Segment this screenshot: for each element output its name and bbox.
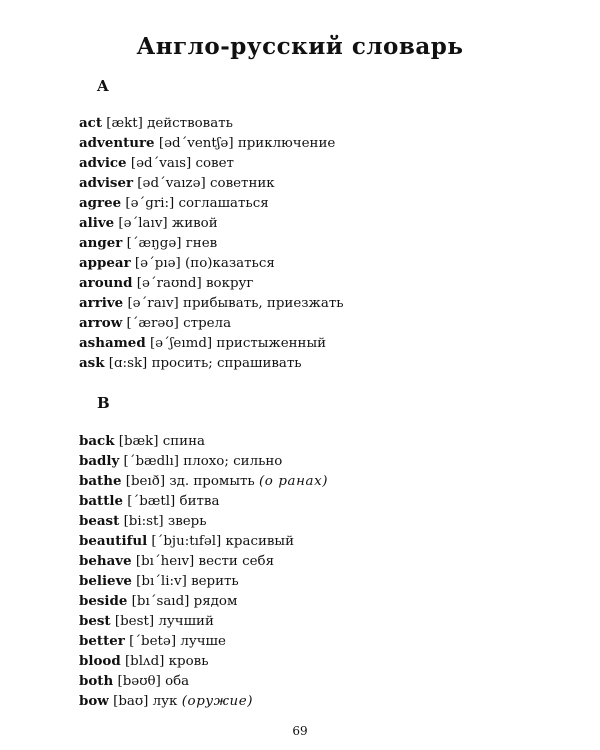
entry-word: bow xyxy=(79,693,109,709)
entry-word: beast xyxy=(79,513,120,529)
entry-word: bathe xyxy=(79,473,122,489)
dictionary-entry xyxy=(79,511,328,531)
entry-note: (о ранах) xyxy=(258,474,329,489)
entry-word: act xyxy=(79,115,103,131)
entry-transcription: [bæk] xyxy=(118,434,159,449)
entry-word: agree xyxy=(79,195,122,211)
entry-list-a xyxy=(79,113,344,373)
entry-transcription: [ə´ʃeımd] xyxy=(149,336,213,351)
dictionary-entry xyxy=(79,471,328,491)
dictionary-entry xyxy=(79,551,328,571)
page-title: Англо-русский словарь xyxy=(136,33,464,60)
entry-translation: лук xyxy=(152,694,178,709)
entry-transcription: [ə´raʊnd] xyxy=(136,276,202,291)
entry-word: arrow xyxy=(79,315,123,331)
entry-transcription: [ækt] xyxy=(106,116,143,131)
entry-transcription: [bı´heıv] xyxy=(135,554,195,569)
entry-word: best xyxy=(79,613,111,629)
dictionary-entry xyxy=(79,213,344,233)
dictionary-entry xyxy=(79,631,328,651)
entry-translation: кровь xyxy=(168,654,209,669)
entry-note: (оружие) xyxy=(181,694,254,709)
entry-transcription: [ə´pıə] xyxy=(134,256,181,271)
entry-translation: битва xyxy=(179,494,220,509)
entry-word: adventure xyxy=(79,135,155,151)
dictionary-entry xyxy=(79,173,344,193)
dictionary-entry xyxy=(79,651,328,671)
dictionary-entry xyxy=(79,333,344,353)
entry-translation: оба xyxy=(165,674,190,689)
entry-translation: пристыженный xyxy=(216,336,327,351)
entry-transcription: [bı´li:v] xyxy=(136,574,187,589)
entry-translation: плохо; сильно xyxy=(183,454,283,469)
entry-word: better xyxy=(79,633,125,649)
entry-word: ashamed xyxy=(79,335,146,351)
entry-translation: соглашаться xyxy=(178,196,269,211)
entry-word: around xyxy=(79,275,133,291)
entry-word: arrive xyxy=(79,295,124,311)
entry-word: badly xyxy=(79,453,120,469)
dictionary-entry xyxy=(79,273,344,293)
entry-word: back xyxy=(79,433,115,449)
entry-translation: зверь xyxy=(167,514,207,529)
entry-translation: просить; спрашивать xyxy=(151,356,302,371)
entry-translation: верить xyxy=(191,574,239,589)
entry-word: beautiful xyxy=(79,533,148,549)
entry-transcription: [blʌd] xyxy=(124,654,165,669)
entry-transcription: [baʊ] xyxy=(113,694,149,709)
entry-transcription: [ə´laıv] xyxy=(118,216,168,231)
entry-word: alive xyxy=(79,215,115,231)
dictionary-entry xyxy=(79,451,328,471)
entry-transcription: [´bætl] xyxy=(127,494,176,509)
dictionary-entry xyxy=(79,431,328,451)
entry-word: blood xyxy=(79,653,121,669)
entry-translation: стрела xyxy=(183,316,232,331)
entry-transcription: [ə´raıv] xyxy=(127,296,179,311)
dictionary-entry xyxy=(79,193,344,213)
entry-translation: красивый xyxy=(225,534,295,549)
entry-translation: рядом xyxy=(193,594,238,609)
entry-transcription: [´æŋgə] xyxy=(126,236,182,251)
entry-translation: вокруг xyxy=(205,276,254,291)
entry-translation: гнев xyxy=(185,236,218,251)
entry-word: adviser xyxy=(79,175,134,191)
dictionary-entry xyxy=(79,571,328,591)
entry-translation: вести себя xyxy=(198,554,275,569)
entry-transcription: [´bju:tıfəl] xyxy=(151,534,222,549)
entry-word: battle xyxy=(79,493,124,509)
entry-transcription: [əd´ventʃə] xyxy=(158,136,234,151)
entry-list-b xyxy=(79,431,328,711)
entry-transcription: [´bædlı] xyxy=(123,454,179,469)
dictionary-entry xyxy=(79,133,344,153)
entry-word: appear xyxy=(79,255,131,271)
dictionary-entry xyxy=(79,591,328,611)
entry-word: believe xyxy=(79,573,132,589)
entry-translation: действовать xyxy=(147,116,233,131)
dictionary-entry xyxy=(79,491,328,511)
dictionary-entry xyxy=(79,233,344,253)
section-letter-a: A xyxy=(97,77,109,95)
entry-translation: советник xyxy=(210,176,275,191)
entry-transcription: [əd´vaıs] xyxy=(130,156,192,171)
entry-transcription: [´betə] xyxy=(129,634,177,649)
entry-translation: лучше xyxy=(180,634,226,649)
entry-translation: приключение xyxy=(237,136,336,151)
entry-transcription: [bı´saıd] xyxy=(131,594,190,609)
page-number: 69 xyxy=(292,724,308,738)
entry-word: ask xyxy=(79,355,105,371)
entry-translation: спина xyxy=(162,434,206,449)
dictionary-entry xyxy=(79,531,328,551)
entry-translation: прибывать, приезжать xyxy=(183,296,344,311)
entry-transcription: [bi:st] xyxy=(123,514,164,529)
entry-translation: зд. промыть xyxy=(169,474,255,489)
section-letter-b: B xyxy=(97,394,110,412)
entry-transcription: [beıð] xyxy=(125,474,166,489)
entry-word: behave xyxy=(79,553,132,569)
dictionary-entry xyxy=(79,113,344,133)
entry-translation: совет xyxy=(195,156,234,171)
dictionary-entry xyxy=(79,293,344,313)
dictionary-entry xyxy=(79,611,328,631)
entry-translation: лучший xyxy=(158,614,214,629)
dictionary-entry xyxy=(79,691,328,711)
entry-translation: живой xyxy=(171,216,218,231)
entry-word: beside xyxy=(79,593,128,609)
dictionary-entry xyxy=(79,253,344,273)
entry-transcription: [ə´gri:] xyxy=(125,196,175,211)
entry-word: advice xyxy=(79,155,127,171)
entry-transcription: [´ærəʊ] xyxy=(126,316,179,331)
entry-transcription: [bəʊθ] xyxy=(117,674,161,689)
dictionary-entry xyxy=(79,671,328,691)
dictionary-entry xyxy=(79,353,344,373)
entry-transcription: [best] xyxy=(114,614,155,629)
dictionary-entry xyxy=(79,313,344,333)
entry-word: anger xyxy=(79,235,123,251)
entry-transcription: [əd´vaızə] xyxy=(137,176,206,191)
dictionary-entry xyxy=(79,153,344,173)
entry-transcription: [ɑ:sk] xyxy=(108,356,148,371)
entry-word: both xyxy=(79,673,114,689)
entry-translation: (по)казаться xyxy=(185,256,275,271)
